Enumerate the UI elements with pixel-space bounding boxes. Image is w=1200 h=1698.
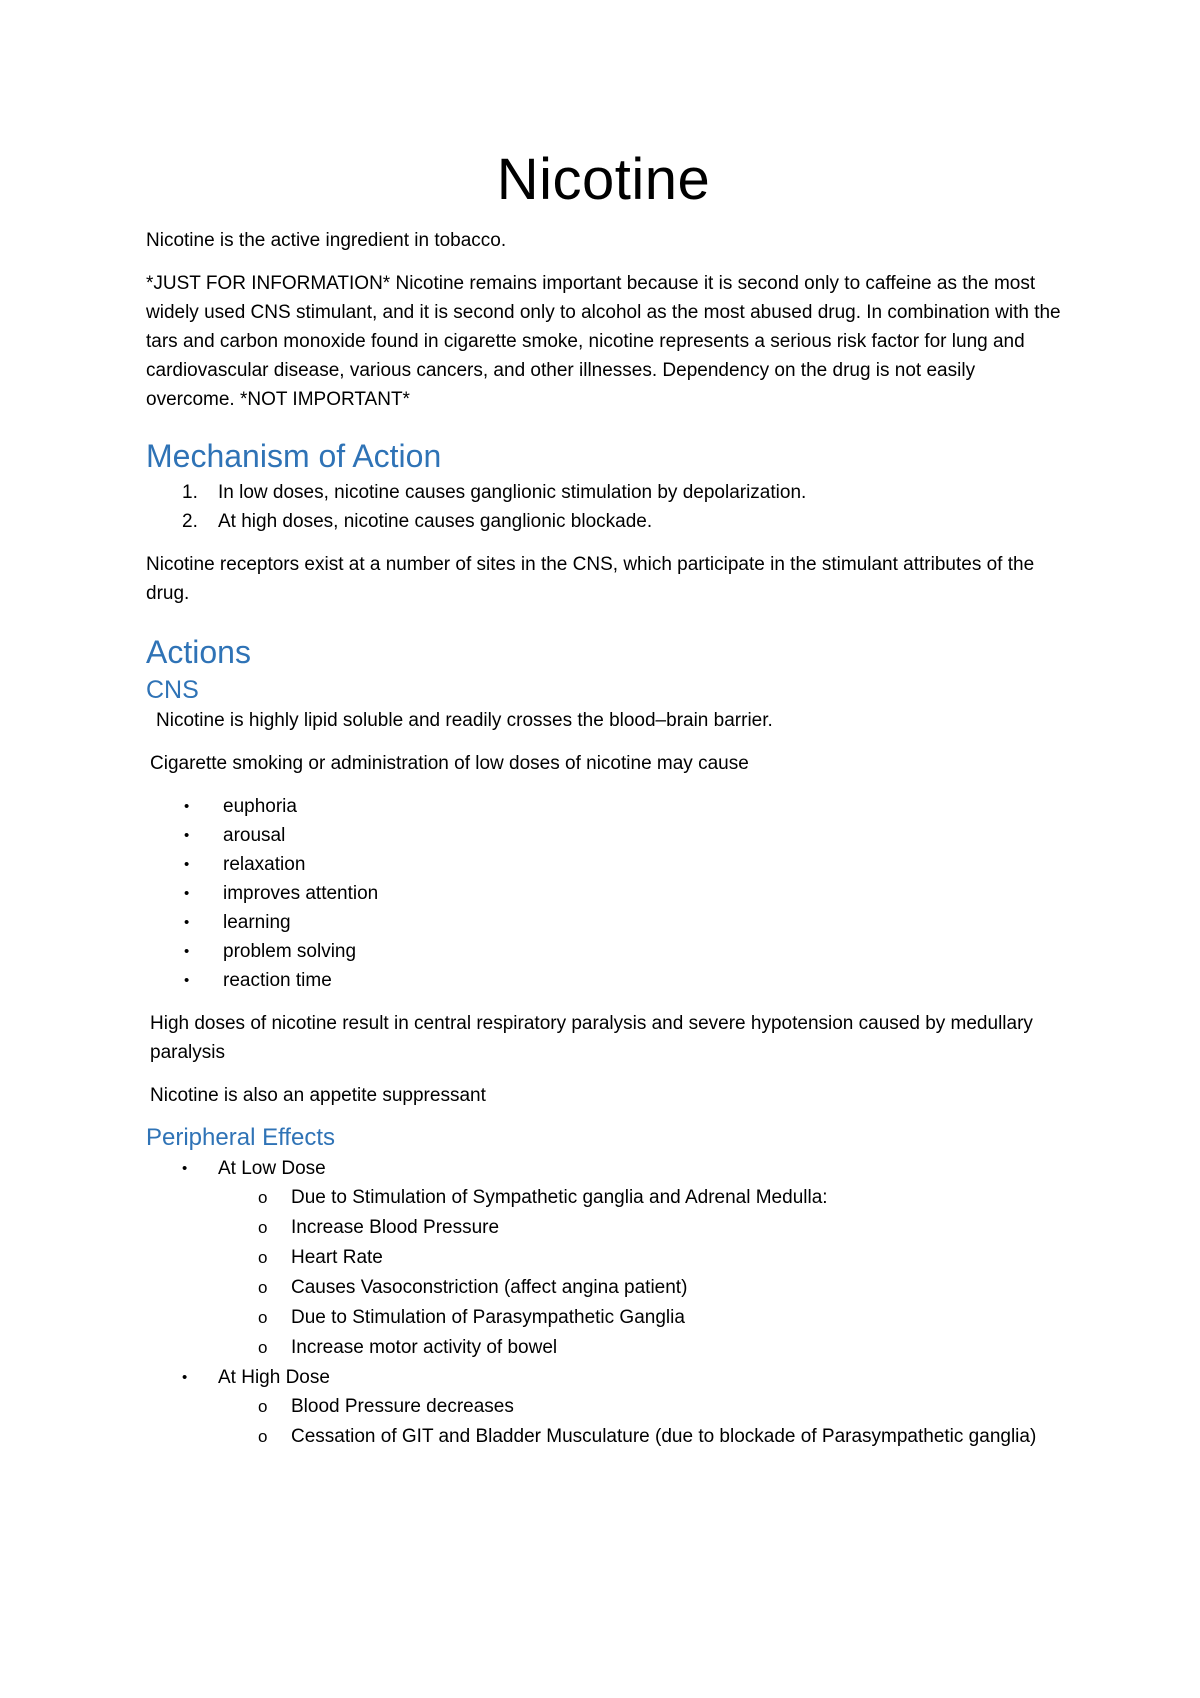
peripheral-heading: Peripheral Effects: [146, 1124, 335, 1151]
circle-bullet-icon: o: [258, 1248, 268, 1267]
circle-bullet-icon: o: [258, 1397, 268, 1416]
high-dose-label: At High Dose: [218, 1367, 330, 1388]
circle-bullet-icon: o: [258, 1218, 268, 1237]
list-item-text: Blood Pressure decreases: [291, 1396, 514, 1417]
mechanism-item: [146, 478, 1061, 507]
bullet-icon: •: [184, 943, 190, 960]
bullet-icon: •: [184, 914, 190, 931]
list-item-text: At high doses, nicotine causes ganglionic blockade.: [218, 511, 653, 532]
list-item-text: reaction time: [223, 970, 332, 991]
high-dose-item: [146, 1363, 1061, 1452]
cns-heading: CNS: [146, 676, 199, 704]
list-item-text: euphoria: [223, 796, 297, 817]
bullet-icon: •: [184, 827, 190, 844]
circle-bullet-icon: o: [258, 1427, 268, 1446]
circle-bullet-icon: o: [258, 1338, 268, 1357]
high-doses-paragraph: High doses of nicotine result in central respiratory paralysis and severe hypotension caused by medullary paralysis: [150, 1013, 1033, 1063]
list-item-text: arousal: [223, 825, 286, 846]
list-item-text: Cessation of GIT and Bladder Musculature (due to blockade of Parasympathetic ganglia): [291, 1426, 1037, 1447]
bullet-icon: •: [182, 1160, 188, 1177]
list-item-text: Due to Stimulation of Parasympathetic Ganglia: [291, 1307, 685, 1328]
list-item-text: learning: [223, 912, 291, 933]
list-item: [146, 792, 1061, 821]
circle-bullet-icon: o: [258, 1278, 268, 1297]
circle-bullet-icon: o: [258, 1188, 268, 1207]
list-item: [146, 937, 1061, 966]
cns-effects-list: [146, 792, 1061, 995]
list-item: [146, 966, 1061, 995]
low-dose-label: At Low Dose: [218, 1158, 326, 1179]
list-item-text: Increase motor activity of bowel: [291, 1337, 558, 1358]
list-item-text: In low doses, nicotine causes ganglionic stimulation by depolarization.: [218, 482, 807, 503]
receptors-paragraph: Nicotine receptors exist at a number of sites in the CNS, which participate in the stimulant attributes of the drug.: [146, 554, 1035, 604]
low-dose-sublist: [218, 1183, 1061, 1363]
list-item-text: improves attention: [223, 883, 379, 904]
bullet-icon: •: [184, 885, 190, 902]
list-item-text: Due to Stimulation of Sympathetic ganglia and Adrenal Medulla:: [291, 1187, 828, 1208]
intro-paragraph: Nicotine is the active ingredient in tobacco.: [146, 230, 507, 251]
mechanism-heading: Mechanism of Action: [146, 438, 442, 474]
peripheral-effects-list: [146, 1154, 1061, 1452]
circle-bullet-icon: o: [258, 1308, 268, 1327]
list-item: [146, 821, 1061, 850]
list-item: [146, 879, 1061, 908]
sub-list-item: [146, 1333, 1061, 1363]
list-item-text: Causes Vasoconstriction (affect angina patient): [291, 1277, 688, 1298]
bullet-icon: •: [182, 1369, 188, 1386]
appetite-paragraph: Nicotine is also an appetite suppressant: [150, 1085, 486, 1106]
low-dose-item: [146, 1154, 1061, 1363]
list-item-text: Heart Rate: [291, 1247, 383, 1268]
lipid-paragraph: Nicotine is highly lipid soluble and readily crosses the blood–brain barrier.: [156, 710, 773, 731]
bullet-icon: •: [184, 972, 190, 989]
bullet-icon: •: [184, 856, 190, 873]
list-item-text: relaxation: [223, 854, 306, 875]
mechanism-item: [146, 507, 1061, 536]
list-item-text: problem solving: [223, 941, 357, 962]
list-number: 1.: [182, 482, 198, 503]
sub-list-item: [146, 1183, 1061, 1213]
sub-list-item: [146, 1303, 1061, 1333]
list-item: [146, 850, 1061, 879]
sub-list-item: [146, 1243, 1061, 1273]
sub-list-item: [146, 1213, 1061, 1243]
sub-list-item: [146, 1392, 1061, 1422]
document-content: [146, 138, 1061, 1452]
list-item: [146, 908, 1061, 937]
smoking-paragraph: Cigarette smoking or administration of low doses of nicotine may cause: [150, 753, 749, 774]
actions-heading: Actions: [146, 634, 251, 670]
high-dose-sublist: [218, 1392, 1061, 1452]
list-item-text: Increase Blood Pressure: [291, 1217, 500, 1238]
bullet-icon: •: [184, 798, 190, 815]
list-number: 2.: [182, 511, 198, 532]
sub-list-item: [146, 1422, 1061, 1452]
info-paragraph: *JUST FOR INFORMATION* Nicotine remains important because it is second only to caffeine as the most widely used CNS stimulant, and it is second only to alcohol as the most abused drug. In combination with the tars and carbon monoxide found in cigarette smoke, nicotine represents a serious risk factor for lung and cardiovascular disease, various cancers, and other illnesses. Dependency on the drug is not easily overcome. *NOT IMPORTANT*: [146, 273, 1061, 410]
sub-list-item: [146, 1273, 1061, 1303]
mechanism-list: [146, 478, 1061, 536]
page-title: Nicotine: [496, 147, 711, 212]
